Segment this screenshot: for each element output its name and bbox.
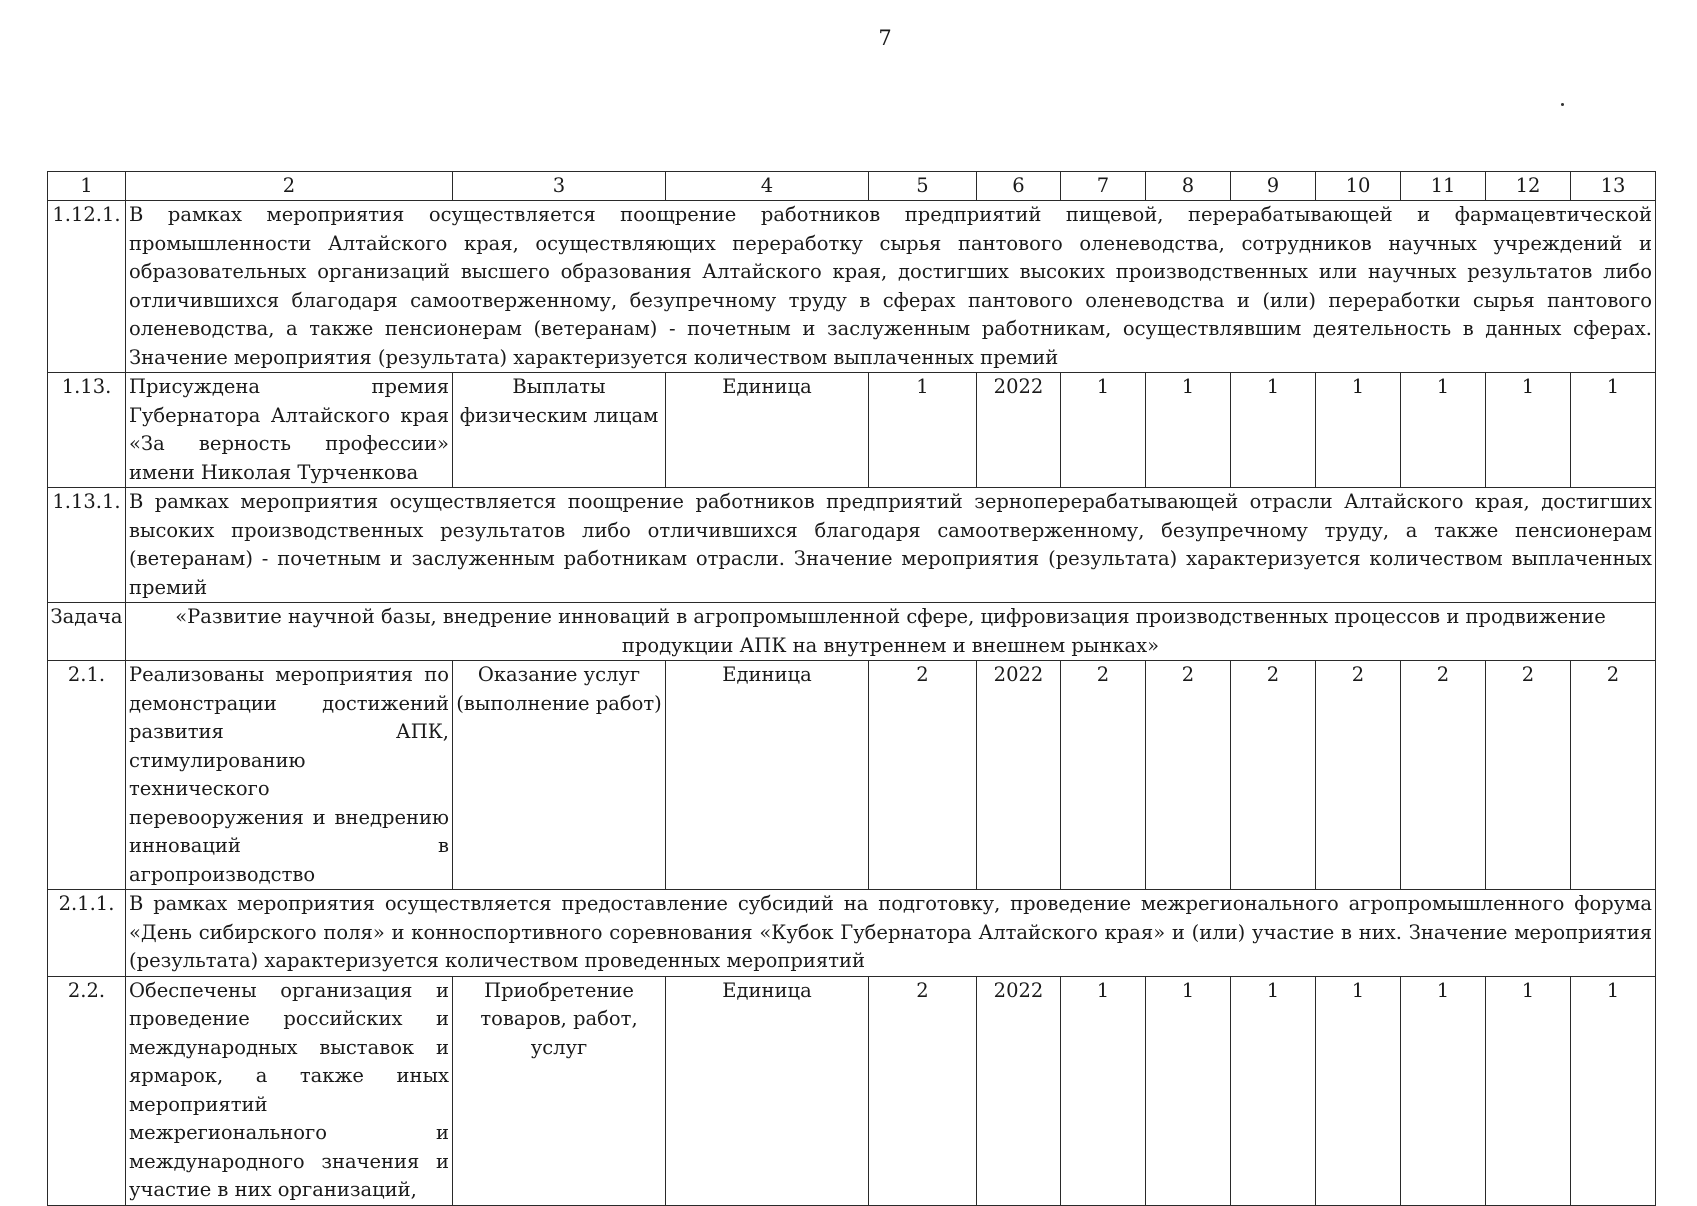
note-text: В рамках мероприятия осуществляется поощрение работников предприятий зерноперерабатывающей отрасли Алтайского края, достигших высоких производственных результатов либо отличившихся благодаря самоотверженному, безупречному труду, а также пенсионерам (ветеранам) - почетным и заслуженным работникам отрасли. Значение мероприятия (результата) характеризуется количеством выплаченных премий <box>126 488 1656 603</box>
col-header: 6 <box>977 172 1061 201</box>
base-value: 1 <box>869 373 977 488</box>
year-value: 1 <box>1231 373 1316 488</box>
unit: Единица <box>666 373 869 488</box>
year-value: 2 <box>1571 661 1656 890</box>
note-text: В рамках мероприятия осуществляется поощрение работников предприятий пищевой, перерабатывающей и фармацевтической промышленности Алтайского края, осуществляющих переработку сырья пантового оленеводства, сотрудников научных учреждений и образовательных организаций высшего образования Алтайского края, достигших высоких производственных или научных результатов либо отличившихся благодаря самоотверженному, безупречному труду в сферах пантового оленеводства и (или) переработки сырья пантового оленеводства, а также пенсионерам (ветеранам) - почетным и заслуженным работникам, осуществлявшим деятельность в данных сферах. Значение мероприятия (результата) характеризуется количеством выплаченных премий <box>126 201 1656 373</box>
year-value: 1 <box>1486 373 1571 488</box>
year-value: 1 <box>1061 373 1146 488</box>
year-value: 1 <box>1061 976 1146 1205</box>
task-label: Задача <box>48 603 126 661</box>
column-number-row <box>48 172 1656 201</box>
base-value: 2 <box>869 976 977 1205</box>
result-name: Обеспечены организация и проведение российских и международных выставок и ярмарок, а также иных мероприятий межрегионального и международного значения и участие в них организаций, <box>126 976 453 1205</box>
base-year: 2022 <box>977 976 1061 1205</box>
page-number: 7 <box>878 26 892 50</box>
col-header: 12 <box>1486 172 1571 201</box>
col-header: 1 <box>48 172 126 201</box>
base-year: 2022 <box>977 661 1061 890</box>
row-number: 1.13. <box>48 373 126 488</box>
col-header: 9 <box>1231 172 1316 201</box>
year-value: 2 <box>1401 661 1486 890</box>
year-value: 1 <box>1231 976 1316 1205</box>
result-row <box>48 373 1656 488</box>
year-value: 1 <box>1316 976 1401 1205</box>
year-value: 1 <box>1571 976 1656 1205</box>
year-value: 2 <box>1061 661 1146 890</box>
note-row <box>48 890 1656 977</box>
col-header: 11 <box>1401 172 1486 201</box>
year-value: 1 <box>1401 976 1486 1205</box>
result-row <box>48 976 1656 1205</box>
year-value: 1 <box>1486 976 1571 1205</box>
base-value: 2 <box>869 661 977 890</box>
col-header: 7 <box>1061 172 1146 201</box>
result-type: Оказание услуг (выполнение работ) <box>453 661 666 890</box>
year-value: 1 <box>1401 373 1486 488</box>
base-year: 2022 <box>977 373 1061 488</box>
year-value: 1 <box>1146 373 1231 488</box>
year-value: 2 <box>1486 661 1571 890</box>
note-row <box>48 201 1656 373</box>
note-row <box>48 488 1656 603</box>
result-type: Приобретение товаров, работ, услуг <box>453 976 666 1205</box>
col-header: 10 <box>1316 172 1401 201</box>
row-number: 1.12.1. <box>48 201 126 373</box>
result-name: Присуждена премия Губернатора Алтайского края «За верность профессии» имени Николая Турченкова <box>126 373 453 488</box>
scan-dot <box>1561 103 1564 106</box>
row-number: 2.1. <box>48 661 126 890</box>
indicator-table <box>47 171 1656 1206</box>
col-header: 2 <box>126 172 453 201</box>
unit: Единица <box>666 976 869 1205</box>
row-number: 2.2. <box>48 976 126 1205</box>
note-text: В рамках мероприятия осуществляется предоставление субсидий на подготовку, проведение межрегионального агропромышленного форума «День сибирского поля» и конноспортивного соревнования «Кубок Губернатора Алтайского края» и (или) участие в них. Значение мероприятия (результата) характеризуется количеством проведенных мероприятий <box>126 890 1656 977</box>
row-number: 1.13.1. <box>48 488 126 603</box>
col-header: 4 <box>666 172 869 201</box>
result-name: Реализованы мероприятия по демонстрации достижений развития АПК, стимулированию технического перевооружения и внедрению инноваций в агропроизводство <box>126 661 453 890</box>
year-value: 2 <box>1146 661 1231 890</box>
unit: Единица <box>666 661 869 890</box>
col-header: 8 <box>1146 172 1231 201</box>
row-number: 2.1.1. <box>48 890 126 977</box>
year-value: 1 <box>1146 976 1231 1205</box>
year-value: 1 <box>1571 373 1656 488</box>
year-value: 1 <box>1316 373 1401 488</box>
result-row <box>48 661 1656 890</box>
col-header: 3 <box>453 172 666 201</box>
task-row <box>48 603 1656 661</box>
col-header: 13 <box>1571 172 1656 201</box>
task-text: «Развитие научной базы, внедрение инноваций в агропромышленной сфере, цифровизация производственных процессов и продвижение продукции АПК на внутреннем и внешнем рынках» <box>126 603 1656 661</box>
year-value: 2 <box>1231 661 1316 890</box>
col-header: 5 <box>869 172 977 201</box>
result-type: Выплаты физическим лицам <box>453 373 666 488</box>
year-value: 2 <box>1316 661 1401 890</box>
